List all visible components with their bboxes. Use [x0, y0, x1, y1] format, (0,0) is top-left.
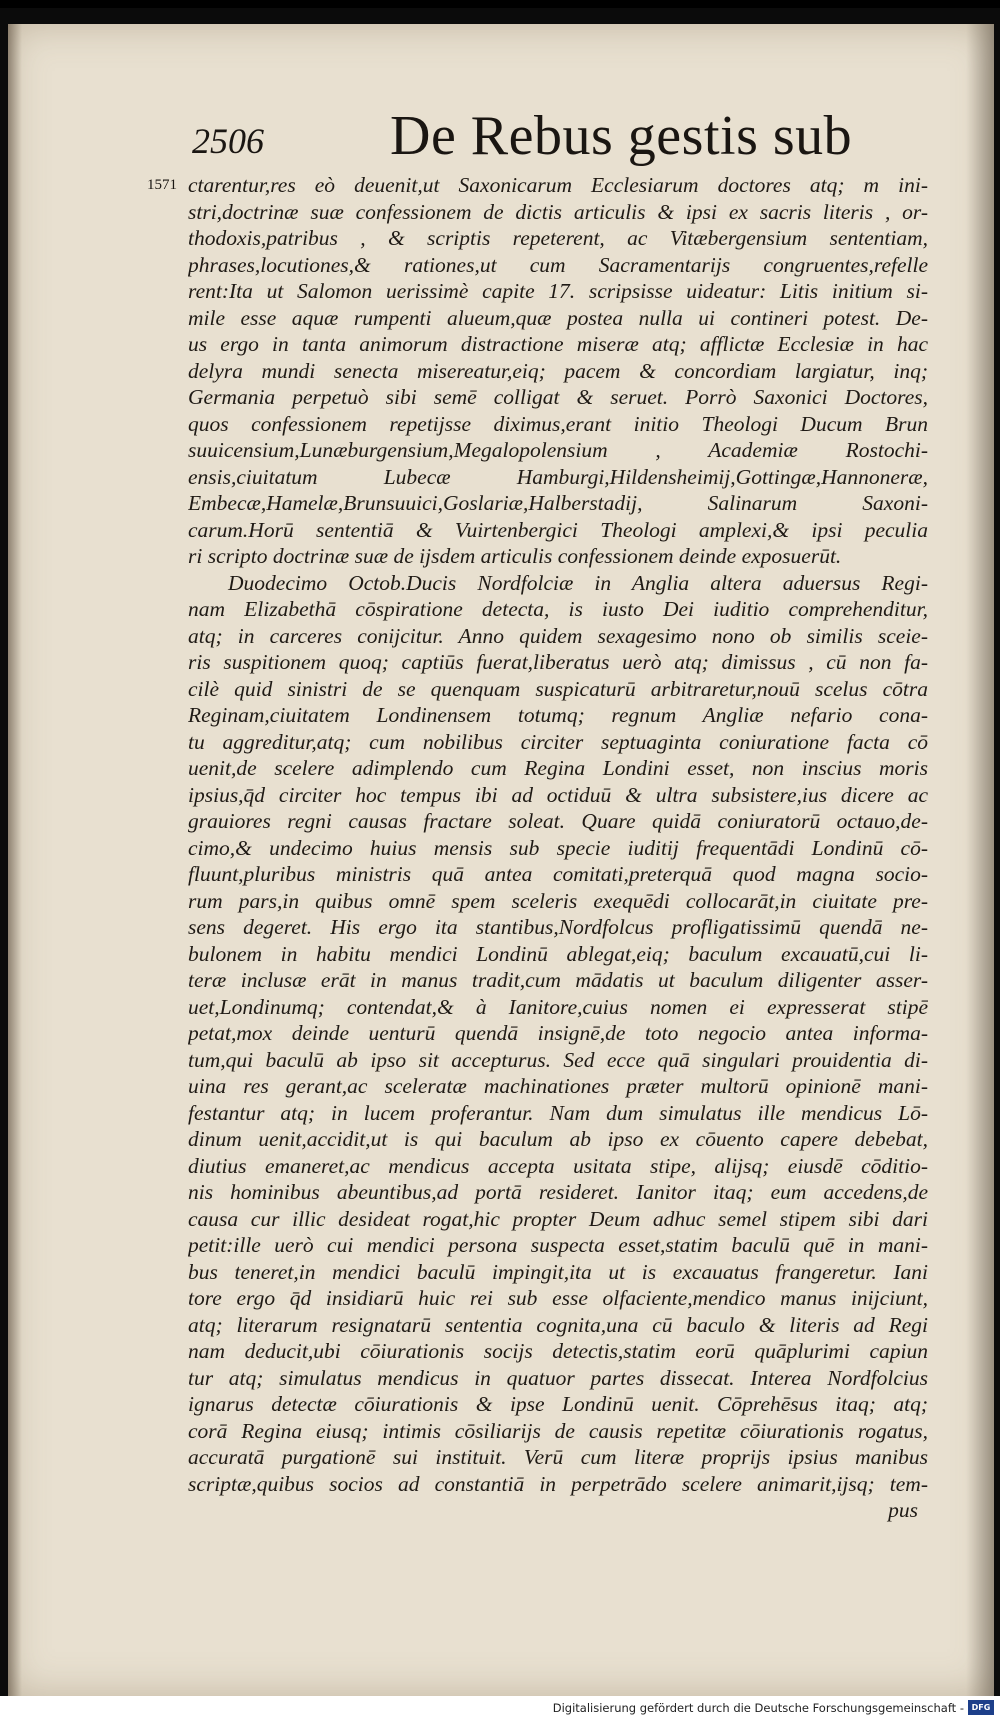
text-line: mile esse aquæ rumpenti alueum,quæ postea nulla ui contineri potest. De-	[188, 305, 928, 330]
page-left-edge	[8, 24, 22, 1696]
page-number: 2506	[192, 121, 264, 161]
dfg-logo-icon: DFG	[968, 1700, 994, 1715]
scan-top-band	[0, 0, 1000, 8]
funding-notice: Digitalisierung gefördert durch die Deutsche Forschungsgemeinschaft -	[552, 1701, 964, 1715]
text-line: us ergo in tanta animorum distractione miseræ atq; afflictæ Ecclesiæ in hac	[188, 332, 928, 356]
running-title: De Rebus gestis sub	[390, 105, 853, 167]
text-line: scriptæ,quibus socios ad constantiā in perpetrādo scelere animarit,ijsq; tem-	[188, 1471, 928, 1496]
text-line: corā Regina eiusq; intimis cōsiliarijs de causis repetitæ cōiurationis rogatus,	[188, 1418, 928, 1443]
text-line: causa cur illic desideat rogat,hic propter Deum adhuc semel stipem sibi dari	[188, 1206, 928, 1231]
text-line: quos confessionem repetijsse diximus,erant initio Theologi Ducum Brun	[188, 411, 928, 436]
text-line: Reginam,ciuitatem Londinensem totumq; regnum Angliæ nefario cona-	[188, 703, 928, 727]
text-line: bus teneret,in mendici baculū impingit,ita ut is excauatus frangeretur. Iani	[188, 1259, 928, 1284]
footer-bar	[0, 1696, 1000, 1722]
text-line: fluunt,pluribus ministris quā antea comitati,preterquā quod magna socio-	[188, 862, 928, 886]
text-line: tore ergo q̄d insidiarū huic rei sub esse olfaciente,mendico manus inijciunt,	[188, 1286, 928, 1310]
text-line: tur atq; simulatus mendicus in quatuor partes dissecat. Interea Nordfolcius	[188, 1365, 928, 1390]
text-line: diutius emaneret,ac mendicus accepta usitata stipe, alijsq; eiusdē cōditio-	[188, 1153, 928, 1178]
body-text	[188, 172, 928, 1524]
page-gutter-shadow	[966, 24, 994, 1696]
text-line: ignarus detectæ cōiurationis & ipse Londinū uenit. Cōprehēsus itaq; atq;	[188, 1392, 928, 1416]
text-line: cimo,& undecimo huius mensis sub specie iuditij frequentādi Londinū cō-	[188, 835, 928, 860]
text-line: uina res gerant,ac sceleratæ machinationes præter multorū opinionē mani-	[188, 1074, 928, 1098]
text-line: Duodecimo Octob.Ducis Nordfolciæ in Anglia altera aduersus Regi-	[228, 570, 928, 595]
text-line: suuicensium,Lunæburgensium,Megalopolensium , Academiæ Rostochi-	[188, 438, 928, 462]
text-line: tum,qui baculū ab ipso sit accepturus. Sed ecce quā singulari prouidentia di-	[188, 1047, 928, 1072]
text-line: ipsius,q̄d circiter hoc tempus ibi ad octiduū & ultra subsistere,ius dicere ac	[188, 782, 928, 807]
text-line: accuratā purgationē sui instituit. Verū cum literæ proprijs ipsius manibus	[188, 1445, 928, 1469]
text-line: Embecæ,Hamelæ,Brunsuuici,Goslariæ,Halberstadij, Salinarum Saxoni-	[188, 491, 928, 515]
text-line: nam deducit,ubi cōiurationis socijs detectis,statim eorū quāplurimi capiun	[188, 1339, 928, 1363]
text-line: tu aggreditur,atq; cum nobilibus circiter septuaginta coniuratione facta cō	[188, 729, 928, 754]
text-line: atq; in carceres conijcitur. Anno quidem sexagesimo nono ob similis sceie-	[188, 623, 928, 648]
text-line: carum.Horū sententiā & Vuirtenbergici Theologi amplexi,& ipsi peculia	[188, 517, 928, 542]
text-line: sens degeret. His ergo ita stantibus,Nordfolcus profligatissimū quendā ne-	[188, 915, 928, 939]
text-line: stri,doctrinæ suæ confessionem de dictis articulis & ipsi ex sacris literis , or-	[188, 199, 928, 224]
text-line: uet,Londinumq; contendat,& à Ianitore,cuius nomen ei expresserat stipē	[188, 994, 928, 1019]
text-line: petit:ille uerò cui mendici persona suspecta esset,statim baculū quē in mani-	[188, 1233, 928, 1257]
text-line: delyra mundi senecta misereatur,eiq; pacem & concordiam largiatur, inq;	[188, 358, 928, 383]
text-line: festantur atq; in lucem proferantur. Nam dum simulatus ille mendicus Lō-	[188, 1100, 928, 1125]
text-line: rent:Ita ut Salomon uerissimè capite 17. scripsisse uideatur: Litis initium si-	[188, 279, 928, 303]
text-line: Germania perpetuò sibi semē colligat & seruet. Porrò Saxonici Doctores,	[188, 385, 928, 409]
text-line: uenit,de scelere adimplendo cum Regina Londini esset, non inscius moris	[188, 756, 928, 780]
text-line: cilè quid sinistri de se quenquam suspicaturū arbitraretur,nouū scelus cōtra	[188, 676, 928, 701]
text-line: rum pars,in quibus omnē spem sceleris exequēdi collocarāt,in ciuitate pre-	[188, 888, 928, 913]
text-line: bulonem in habitu mendici Londinū ablegat,eiq; baculum excauatū,cui li-	[188, 941, 928, 966]
text-line: dinum uenit,accidit,ut is qui baculum ab ipso ex cōuento capere debebat,	[188, 1127, 928, 1151]
text-line: ri scripto doctrinæ suæ de ijsdem articulis confessionem deinde exposuerūt.	[188, 544, 842, 568]
text-line: ensis,ciuitatum Lubecæ Hamburgi,Hildensheimij,Gottingæ,Hannoneræ,	[188, 464, 928, 489]
text-line: thodoxis,patribus , & scriptis repeterent, ac Vitæbergensium sententiam,	[188, 226, 928, 250]
text-line: grauiores regni causas fractare soleat. Quare quidā coniuratorū octauo,de-	[188, 809, 928, 833]
text-line: ris suspitionem quoq; captiūs fuerat,liberatus uerò atq; dimissus , cū non fa-	[188, 650, 928, 674]
marginal-year: 1571	[147, 177, 177, 193]
text-line: petat,mox deinde uenturū quendā insignē,de toto negocio antea informa-	[188, 1021, 928, 1045]
text-line: teræ inclusæ erāt in manus tradit,cum mādatis ut baculum diligenter asser-	[188, 968, 928, 992]
catchword: pus	[888, 1498, 918, 1522]
text-line: atq; literarum resignatarū sententia cognita,una cū baculo & literis ad Regi	[188, 1312, 928, 1337]
text-line: nam Elizabethā cōspiratione detecta, is iusto Dei iuditio comprehenditur,	[188, 597, 928, 621]
text-line: nis hominibus abeuntibus,ad portā resideret. Ianitor itaq; eum accedens,de	[188, 1180, 928, 1204]
text-line: ctarentur,res eò deuenit,ut Saxonicarum Ecclesiarum doctores atq; m ini-	[188, 173, 928, 197]
text-line: phrases,locutiones,& rationes,ut cum Sacramentarijs congruentes,refelle	[188, 252, 928, 277]
